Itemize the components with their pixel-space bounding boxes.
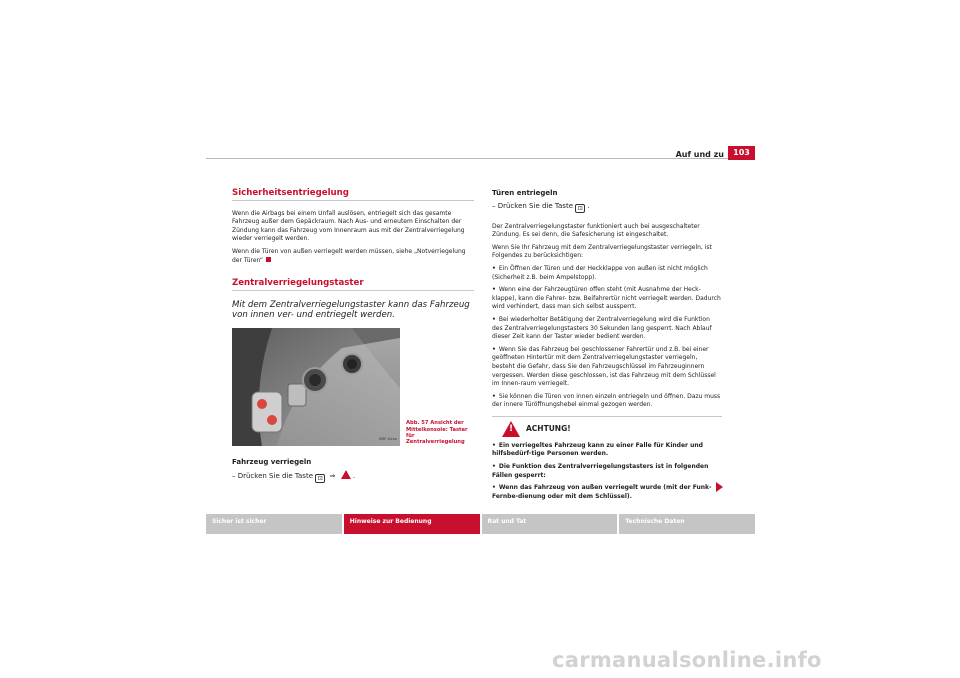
unlock-key-icon: ⊡ — [575, 204, 585, 213]
subheading-lock: Fahrzeug verriegeln — [232, 457, 312, 466]
chapter-title: Auf und zu — [675, 150, 724, 159]
watermark: carmanualsonline.info — [552, 648, 822, 672]
footer-nav — [206, 514, 755, 534]
page-number: 103 — [728, 146, 755, 160]
step-lock — [232, 470, 474, 483]
console-figure — [232, 328, 400, 446]
continue-arrow-icon — [716, 482, 723, 492]
subheading-unlock: Türen entriegeln — [492, 189, 558, 197]
warning-icon — [341, 470, 351, 479]
console-photo-image — [232, 328, 400, 446]
step-unlock — [492, 202, 722, 213]
tab-rat-und-tat[interactable]: Rat und Tat — [482, 514, 618, 534]
right-column — [492, 189, 722, 505]
paragraph — [232, 248, 474, 265]
step-text: – Drücken Sie die Taste — [232, 472, 313, 481]
step-period: . — [587, 201, 590, 210]
warning-item: • Wenn das Fahrzeug von außen verriegelt wurde (mit der Funk-Fernbe-dienung oder mit dem Schlüssel). — [492, 484, 712, 500]
warning-triangle-icon — [502, 421, 520, 437]
left-column — [232, 189, 474, 488]
warning-item: • Die Funktion des Zentralverriegelungstasters ist in folgenden Fällen gesperrt: — [492, 463, 709, 479]
lock-key-icon: ⊡ — [315, 474, 325, 483]
warning-box — [492, 416, 722, 502]
list-item: • Wenn eine der Fahrzeugtüren offen steht (mit Ausnahme der Heck-klappe), kann die Fahrer- bzw. Beifahrertür nicht verriegelt werden. Dadurch wird verhindert, dass man sich selbst aussperrt. — [492, 286, 721, 311]
list-item: • Bei wiederholter Betätigung der Zentralverriegelung wird die Funktion des Zentralverriegelungstasters 30 Sekunden lang gesperrt. Nach Ablauf dieser Zeit kann der Taster wieder bedient werden. — [492, 315, 712, 341]
paragraph: Der Zentralverriegelungstaster funktioniert auch bei ausgeschalteter Zündung. Es sei denn, die Safesicherung ist eingeschaltet. — [492, 222, 700, 239]
header-rule — [206, 158, 754, 159]
paragraph-text: Wenn die Türen von außen verriegelt werden müssen, siehe „Notverriegelung der Türen“ — [232, 247, 466, 264]
warning-header — [492, 421, 722, 437]
paragraph: Wenn die Airbags bei einem Unfall auslösen, entriegelt sich das gesamte Fahrzeug außer dem Gepäckraum. Nach Aus- und erneutem Einschalten der Zündung kann das Fahrzeug vom Innenraum aus mit der Zentralverriegelung wieder verriegelt werden. — [232, 209, 465, 243]
tab-technische-daten[interactable]: Technische Daten — [619, 514, 755, 534]
tab-sicher-ist-sicher[interactable]: Sicher ist sicher — [206, 514, 342, 534]
paragraph: Wenn Sie Ihr Fahrzeug mit dem Zentralverriegelungstaster verriegeln, ist Folgendes zu berücksichtigen: — [492, 243, 712, 260]
lead-text: Mit dem Zentralverriegelungstaster kann das Fahrzeug von innen ver- und entriegelt werden. — [232, 299, 470, 321]
reference-arrow: ⇒ — [329, 472, 336, 481]
step-text: – Drücken Sie die Taste — [492, 201, 573, 210]
list-item: • Wenn Sie das Fahrzeug bei geschlossener Fahrertür und z.B. bei einer geöffneten Hintertür mit dem Zentralverriegelungstaster verriegeln, besteht die Gefahr, dass Sie den Fahrzeugschlüssel im Fahrzeuginnern vergessen. Werden diese geschlossen, ist das Fahrzeug mit dem Schlüssel im Innen-raum verriegelt. — [492, 345, 716, 388]
section-title-safety-unlock: Sicherheitsentriegelung — [232, 189, 474, 201]
list-item: • Sie können die Türen von innen einzeln entriegeln und öffnen. Dazu muss der innere Türöffnungshebel einmal gezogen werden. — [492, 392, 721, 409]
figure-caption: Abb. 57 Ansicht der Mittelkonsole: Taster für Zentralverriegelung — [406, 420, 468, 446]
warning-title: ACHTUNG! — [526, 423, 571, 433]
figure-code: B5F-0xxx — [379, 436, 397, 442]
section-end-icon — [266, 257, 271, 262]
warning-item: • Ein verriegeltes Fahrzeug kann zu einer Falle für Kinder und hilfsbedürf-tige Personen werden. — [492, 441, 703, 458]
step-period: . — [352, 472, 356, 481]
section-title-central-lock-button: Zentralverriegelungstaster — [232, 279, 474, 291]
figure-block — [232, 328, 474, 446]
list-item: • Ein Öffnen der Türen und der Heckklappe von außen ist nicht möglich (Sicherheit z.B. beim Ampelstopp). — [492, 264, 708, 281]
tab-hinweise-zur-bedienung[interactable]: Hinweise zur Bedienung — [344, 514, 480, 534]
